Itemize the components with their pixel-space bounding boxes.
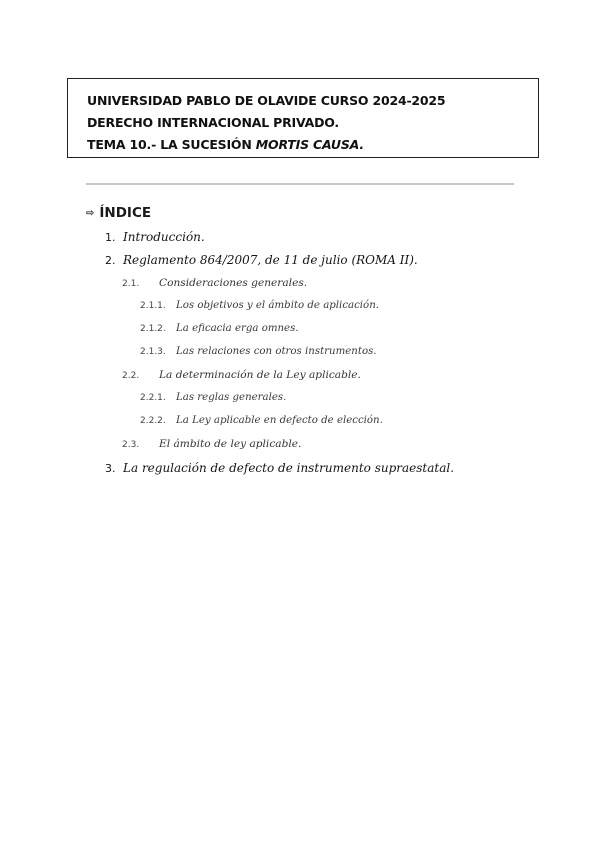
toc-item-2	[105, 253, 418, 267]
toc-item-2-2-2	[140, 415, 383, 426]
toc-number: 1.	[105, 231, 116, 244]
toc-item-2-1	[122, 277, 307, 289]
toc-text: Introducción.	[123, 230, 205, 244]
toc-item-2-3	[122, 438, 301, 450]
arrow-right-icon: ⇨	[86, 208, 95, 219]
toc-item-2-2-1	[140, 392, 286, 403]
index-heading	[86, 205, 151, 221]
toc-number: 2.1.1.	[140, 301, 166, 311]
toc-text: La Ley aplicable en defecto de elección.	[176, 415, 383, 426]
toc-number: 2.2.1.	[140, 393, 166, 403]
toc-item-3	[105, 461, 454, 475]
toc-number: 2.3.	[122, 440, 140, 450]
toc-number: 3.	[105, 462, 116, 475]
toc-item-2-1-3	[140, 346, 377, 357]
toc-text: La eficacia erga omnes.	[176, 323, 299, 334]
toc-item-2-1-1	[140, 300, 379, 311]
toc-text: Las relaciones con otros instrumentos.	[176, 346, 377, 357]
toc-item-1	[105, 230, 205, 244]
toc-text: Reglamento 864/2007, de 11 de julio (ROMA II).	[123, 253, 418, 267]
toc-number: 2.1.	[122, 279, 140, 289]
header-divider	[86, 183, 514, 185]
toc-text: Las reglas generales.	[176, 392, 287, 403]
toc-item-2-1-2	[140, 323, 299, 334]
toc-number: 2.1.3.	[140, 347, 166, 357]
toc-number: 2.2.	[122, 371, 140, 381]
toc-text: La determinación de la Ley aplicable.	[159, 369, 361, 381]
toc-text: La regulación de defecto de instrumento supraestatal.	[123, 461, 455, 475]
toc-text: Los objetivos y el ámbito de aplicación.	[176, 300, 379, 311]
header-topic-prefix: TEMA 10.- LA SUCESIÓN	[87, 137, 252, 152]
toc-item-2-2	[122, 369, 361, 381]
index-title: ÍNDICE	[99, 205, 152, 221]
header-university-line: UNIVERSIDAD PABLO DE OLAVIDE CURSO 2024-2025	[87, 93, 446, 108]
toc-text: Consideraciones generales.	[159, 277, 308, 289]
toc-text: El ámbito de ley aplicable.	[159, 438, 302, 450]
toc-number: 2.	[105, 254, 116, 267]
toc-number: 2.1.2.	[140, 324, 166, 334]
toc-number: 2.2.2.	[140, 416, 166, 426]
document-header	[67, 78, 539, 158]
header-topic-italic: MORTIS CAUSA.	[255, 137, 364, 152]
header-topic-line	[87, 134, 538, 156]
header-subject-line: DERECHO INTERNACIONAL PRIVADO.	[87, 115, 339, 130]
